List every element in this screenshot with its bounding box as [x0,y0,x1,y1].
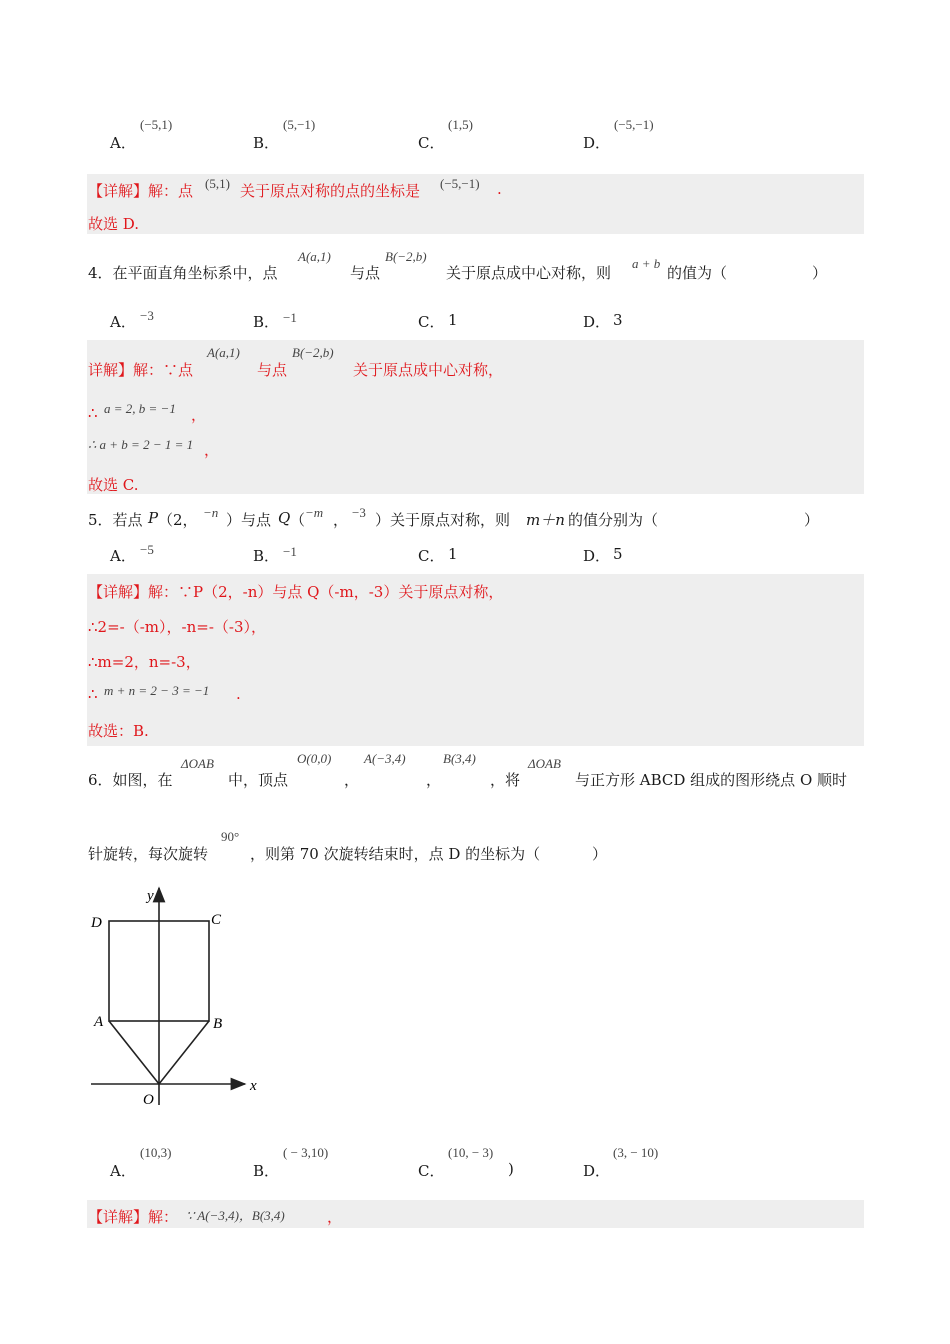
q6-text-7: ） [592,845,608,863]
q3-option-c-value: (1,5) [448,117,473,132]
q4-math-ab: a + b [632,256,661,271]
q5-point-p: P [148,509,159,527]
q5-math-3: −3 [352,505,366,520]
q5-point-q: Q [278,509,291,527]
q6-option-c-label: C． [418,1162,445,1180]
q4-option-c-value: 1 [448,311,458,329]
q3-solution-answer: 故选 D. [88,215,140,233]
q5-text-6: ）关于原点对称，则 [375,511,511,529]
q6-solution-math: ∵ A(−3,4)，B(3,4) [186,1208,285,1223]
q4-solution-line-2-end: ， [191,406,207,424]
q5-text-4: （ [290,511,306,529]
q6-math-oab-2: ΔOAB [528,756,561,771]
q6-option-b-value: ( − 3,10) [283,1145,329,1160]
label-x: x [250,1078,257,1094]
q4-text-1: 4．在平面直角坐标系中，点 [88,264,278,282]
q6-solution-tag: 【详解】解： [88,1208,179,1226]
q4-text-3: 关于原点成中心对称，则 [446,264,612,282]
q5-text-8: ） [804,511,820,529]
label-c: C [211,912,222,928]
q6-option-d-value: (3, − 10) [613,1145,659,1160]
q6-math-oab: ΔOAB [181,756,214,771]
q4-solution-math-a: A(a,1) [207,345,240,360]
q3-option-b-value: (5,−1) [283,117,316,132]
q5-solution-line-3: ∴m=2，n=-3， [88,653,201,671]
q4-option-a-label: A． [110,313,136,331]
q4-math-a: A(a,1) [298,249,331,264]
q5-text-2: （2， [158,511,198,529]
q6-text-3: ，将 [490,771,521,789]
q6-option-d-label: D． [583,1162,611,1180]
q6-comma-1: ， [344,771,360,789]
q4-solution-therefore: ∴ [88,404,98,422]
q4-text-5: ） [812,264,828,282]
q4-option-c-label: C． [418,313,445,331]
q6-math-b: B(3,4) [443,751,476,766]
q6-text-4: 与正方形 ABCD 组成的图形绕点 O 顺时 [575,771,848,789]
q5-option-b-value: −1 [283,544,297,559]
q6-option-a-value: (10,3) [140,1145,172,1160]
q5-math-m: −m [305,505,324,520]
q4-math-b: B(−2,b) [385,249,427,264]
q5-math-mn: m＋n [526,511,565,529]
q4-option-b-label: B． [253,313,280,331]
q4-text-4: 的值为（ [667,264,728,282]
q3-solution-tag: 【详解】解：点 [88,182,194,200]
q6-option-c-value: (10, − 3) [448,1145,494,1160]
q4-solution-line-3: ∴ a + b = 2 − 1 = 1 [88,437,194,452]
q6-solution-end: ， [327,1208,343,1226]
q4-option-b-value: −1 [283,310,297,325]
q4-solution-answer: 故选 C. [88,476,139,494]
q5-solution-line-2: ∴2=-（-m），-n=-（-3）， [88,618,266,636]
label-o: O [143,1092,154,1108]
q6-text-5: 针旋转，每次旋转 [88,845,209,863]
q3-solution-text: 关于原点对称的点的坐标是 [240,182,421,200]
q4-solution-line-3-end: ， [204,441,220,459]
q3-solution-math-1: (5,1) [205,176,230,191]
q4-option-a-value: −3 [140,308,154,323]
q4-solution-text-2: 与点 [257,361,288,379]
q5-text-3: ）与点 [226,511,272,529]
q6-math-o: O(0,0) [297,751,332,766]
q5-text-7: 的值分别为（ [568,511,659,529]
q5-option-c-value: 1 [448,545,458,563]
q3-option-c-label: C． [418,134,445,152]
q5-text-5: ， [333,511,349,529]
q6-figure [85,880,270,1110]
q6-text-2: 中，顶点 [228,771,289,789]
q5-option-a-value: −5 [140,542,154,557]
label-y: y [147,888,154,904]
q6-option-b-label: B． [253,1162,280,1180]
q4-solution-line-2: a = 2, b = −1 [104,401,176,416]
q6-option-a-label: A． [110,1162,136,1180]
q4-solution-text-3: 关于原点成中心对称， [353,361,504,379]
q3-option-b-label: B． [253,134,280,152]
q5-option-a-label: A． [110,547,136,565]
q6-math-a: A(−3,4) [364,751,406,766]
q4-option-d-value: 3 [613,311,623,329]
label-d: D [91,915,102,931]
q5-solution-therefore: ∴ [88,685,98,703]
q4-solution-tag: 详解】解：∵点 [88,361,194,379]
q3-option-d-value: (−5,−1) [614,117,654,132]
label-b: B [213,1016,223,1032]
q4-text-2: 与点 [350,264,381,282]
q3-option-a-label: A． [110,134,136,152]
q6-text-1: 6．如图，在 [88,771,173,789]
q3-option-a-value: (−5,1) [140,117,173,132]
q5-math-n: −n [203,505,219,520]
q4-option-d-label: D． [583,313,611,331]
q5-option-d-value: 5 [613,545,623,563]
q6-text-6: ，则第 70 次旋转结束时，点 D 的坐标为（ [250,845,541,863]
q3-solution-end: . [497,180,502,198]
q5-option-b-label: B． [253,547,280,565]
q6-math-90: 90° [221,829,240,844]
q4-solution-math-b: B(−2,b) [292,345,334,360]
q5-option-c-label: C． [418,547,445,565]
q3-solution-math-2: (−5,−1) [440,176,480,191]
q5-solution-answer: 故选：B. [88,722,149,740]
q5-option-d-label: D． [583,547,611,565]
q5-solution-line-1: 【详解】解：∵P（2，-n）与点 Q（-m，-3）关于原点对称， [88,583,504,601]
q5-solution-line-4-end: . [236,685,241,703]
q5-text-1: 5．若点 [88,511,143,529]
q6-comma-2: ， [426,771,442,789]
q5-solution-line-4: m + n = 2 − 3 = −1 [104,683,210,698]
q3-option-d-label: D． [583,134,611,152]
label-a: A [94,1014,104,1030]
q6-option-c-suffix: ) [508,1160,514,1178]
